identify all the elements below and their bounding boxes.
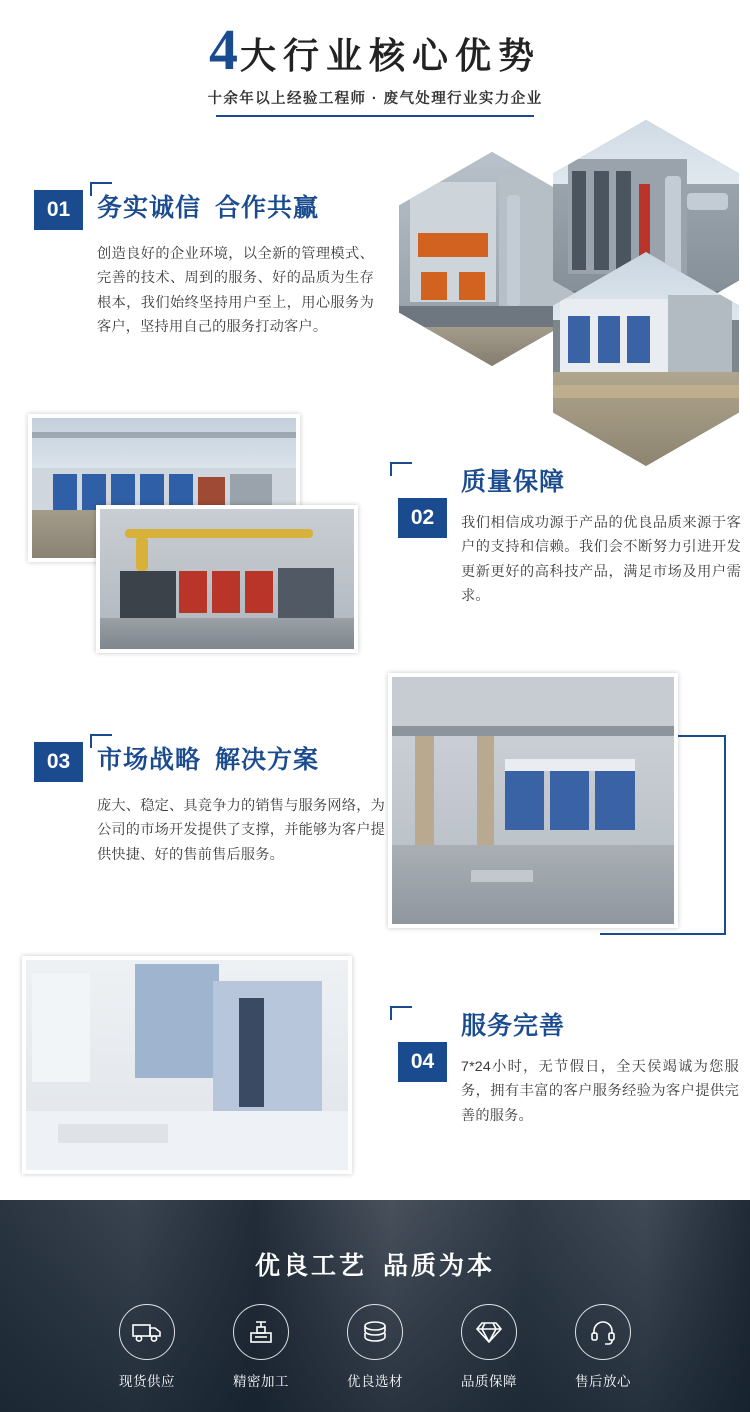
feature-item-5 xyxy=(564,1304,642,1390)
banner-title: 优良工艺 品质为本 xyxy=(254,1252,496,1280)
banner-feature-list xyxy=(0,1304,750,1390)
section-02-bracket xyxy=(390,462,412,476)
bottom-banner xyxy=(0,1200,750,1412)
photo-paint-booth-hall xyxy=(388,673,678,928)
section-04-number: 04 xyxy=(398,1042,447,1082)
photo-customer-service-desk xyxy=(22,956,352,1174)
feature-item-1 xyxy=(108,1304,186,1390)
page-title: 大行业核心优势 xyxy=(239,35,541,77)
section-02-number: 02 xyxy=(398,498,447,538)
page-header xyxy=(0,17,750,117)
feature-label-4: 品质保障 xyxy=(461,1374,517,1389)
section-03-number: 03 xyxy=(34,742,83,782)
section-03-title: 市场战略 解决方案 xyxy=(97,746,320,774)
section-02 xyxy=(398,468,741,609)
section-03 xyxy=(34,742,384,867)
header-title-row xyxy=(0,17,750,82)
feature-item-2 xyxy=(222,1304,300,1390)
layers-icon xyxy=(347,1304,403,1360)
section-02-body: 我们相信成功源于产品的优良品质来源于客户的支持和信赖。我们会不断努力引进开发更新更好的高科技产品，满足市场及用户需求。 xyxy=(461,515,741,605)
diamond-icon xyxy=(461,1304,517,1360)
section-01-bracket xyxy=(90,182,112,196)
section-04-body: 7*24小时，无节假日，全天侯竭诚为您服务，拥有丰富的客户服务经验为客户提供完善的服务。 xyxy=(461,1059,739,1124)
headset-icon xyxy=(575,1304,631,1360)
section-03-bracket xyxy=(90,734,112,748)
section-04 xyxy=(398,1012,739,1128)
header-divider xyxy=(216,115,534,117)
feature-label-3: 优良选材 xyxy=(347,1374,403,1389)
section-04-title: 服务完善 xyxy=(461,1012,566,1040)
feature-label-2: 精密加工 xyxy=(233,1374,289,1389)
section-03-body: 庞大、稳定、具竞争力的销售与服务网络，为公司的市场开发提供了支撑，并能够为客户提供快捷、好的售前售后服务。 xyxy=(97,798,385,863)
feature-item-3 xyxy=(336,1304,414,1390)
section-04-bracket xyxy=(390,1006,412,1020)
section-01-title: 务实诚信 合作共赢 xyxy=(97,194,320,222)
section-01 xyxy=(34,190,374,340)
section-01-number: 01 xyxy=(34,190,83,230)
section-02-title: 质量保障 xyxy=(461,468,566,496)
header-subtitle: 十余年以上经验工程师 · 废气处理行业实力企业 xyxy=(207,91,543,108)
truck-icon xyxy=(119,1304,175,1360)
photo-indoor-furnace xyxy=(96,505,358,653)
feature-item-4 xyxy=(450,1304,528,1390)
feature-label-1: 现货供应 xyxy=(119,1374,175,1389)
machine-icon xyxy=(233,1304,289,1360)
feature-label-5: 售后放心 xyxy=(575,1374,631,1389)
header-number: 4 xyxy=(208,17,238,82)
section-01-body: 创造良好的企业环境，以全新的管理模式、完善的技术、周到的服务、好的品质为生存根本，我们始终坚持用户至上，用心服务为客户，坚持用自己的服务打动客户。 xyxy=(97,246,374,336)
